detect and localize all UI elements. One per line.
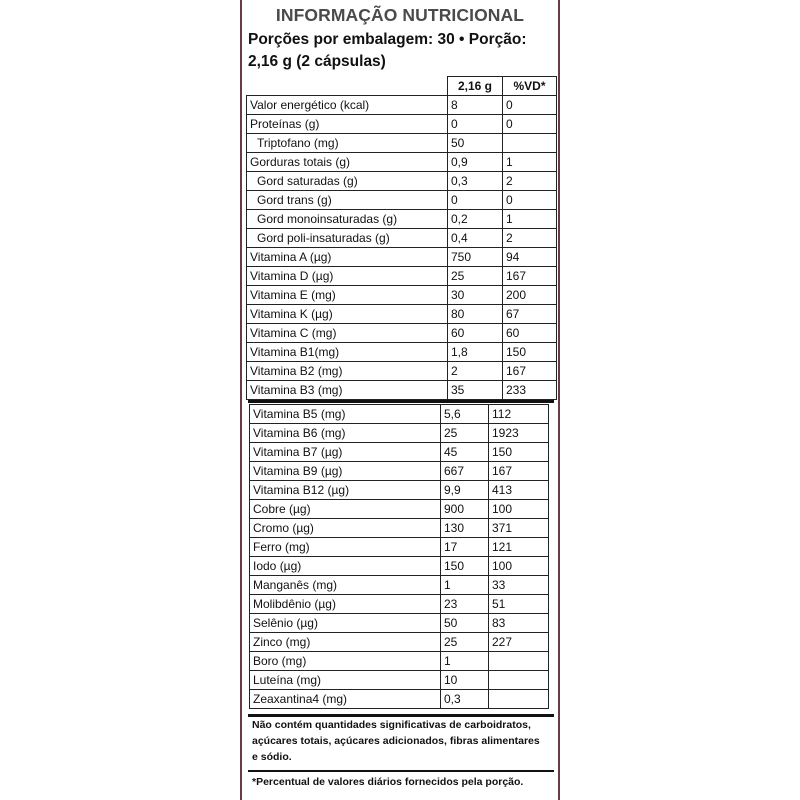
table-row	[247, 267, 557, 286]
nutrient-vd: 51	[489, 595, 549, 614]
nutrient-amount: 0,3	[441, 690, 489, 709]
nutrient-name: Vitamina B7 (µg)	[250, 443, 441, 462]
nutrient-vd: 121	[489, 538, 549, 557]
nutrient-amount: 900	[441, 500, 489, 519]
table-row	[250, 576, 549, 595]
table-row	[250, 519, 549, 538]
header-blank	[247, 77, 448, 96]
table-row	[250, 595, 549, 614]
table-row	[250, 481, 549, 500]
nutrient-name: Vitamina E (mg)	[247, 286, 448, 305]
nutrient-name: Cromo (µg)	[250, 519, 441, 538]
nutrient-vd	[503, 134, 557, 153]
nutrient-amount: 8	[448, 96, 503, 115]
nutrient-name: Vitamina B12 (µg)	[250, 481, 441, 500]
nutrient-amount: 750	[448, 248, 503, 267]
nutrient-name: Gord monoinsaturadas (g)	[247, 210, 448, 229]
table-row	[250, 500, 549, 519]
nutrient-vd: 67	[503, 305, 557, 324]
nutrient-amount: 1	[441, 576, 489, 595]
nutrient-name: Gord saturadas (g)	[247, 172, 448, 191]
nutrient-amount: 2	[448, 362, 503, 381]
footer-note-line-3: e sódio.	[252, 751, 292, 763]
nutrient-amount: 10	[441, 671, 489, 690]
nutrient-amount: 0,2	[448, 210, 503, 229]
nutrient-vd: 60	[503, 324, 557, 343]
nutrient-vd: 371	[489, 519, 549, 538]
header-amount: 2,16 g	[448, 77, 503, 96]
footer-note	[252, 717, 552, 765]
nutrient-vd: 413	[489, 481, 549, 500]
nutrient-vd	[489, 652, 549, 671]
nutrient-vd: 227	[489, 633, 549, 652]
nutrient-amount: 130	[441, 519, 489, 538]
nutrient-amount: 17	[441, 538, 489, 557]
nutrient-vd: 83	[489, 614, 549, 633]
vd-divider	[248, 770, 554, 772]
table-row	[247, 153, 557, 172]
table-row	[247, 305, 557, 324]
nutrient-name: Luteína (mg)	[250, 671, 441, 690]
nutrient-vd: 200	[503, 286, 557, 305]
header-vd: %VD*	[503, 77, 557, 96]
footer-note-line-2: açúcares totais, açúcares adicionados, fibras alimentares	[252, 735, 540, 747]
table-row	[247, 96, 557, 115]
table-row	[247, 172, 557, 191]
table-header-row	[247, 77, 557, 96]
serving-info	[248, 29, 553, 73]
table-row	[250, 424, 549, 443]
serving-line-2: 2,16 g (2 cápsulas)	[248, 53, 386, 70]
nutrient-vd: 0	[503, 115, 557, 134]
nutrient-amount: 5,6	[441, 405, 489, 424]
nutrient-amount: 667	[441, 462, 489, 481]
nutrient-amount: 50	[441, 614, 489, 633]
nutrient-name: Vitamina C (mg)	[247, 324, 448, 343]
nutrient-vd: 150	[503, 343, 557, 362]
nutrient-amount: 25	[448, 267, 503, 286]
nutrient-vd: 112	[489, 405, 549, 424]
table-row	[250, 462, 549, 481]
nutrient-name: Selênio (µg)	[250, 614, 441, 633]
footer-note-line-1: Não contém quantidades significativas de carboidratos,	[252, 719, 531, 731]
nutrient-amount: 0,3	[448, 172, 503, 191]
table-row	[250, 443, 549, 462]
nutrient-vd: 0	[503, 96, 557, 115]
nutrient-name: Vitamina B6 (mg)	[250, 424, 441, 443]
nutrient-amount: 9,9	[441, 481, 489, 500]
table-row	[250, 690, 549, 709]
table-row	[250, 405, 549, 424]
nutrient-vd: 1923	[489, 424, 549, 443]
table-row	[247, 381, 557, 400]
nutrient-name: Vitamina B1(mg)	[247, 343, 448, 362]
nutrient-vd: 33	[489, 576, 549, 595]
table-row	[250, 652, 549, 671]
table-row	[247, 134, 557, 153]
nutrient-name: Vitamina B3 (mg)	[247, 381, 448, 400]
nutrient-name: Ferro (mg)	[250, 538, 441, 557]
nutrient-name: Iodo (µg)	[250, 557, 441, 576]
nutrient-amount: 35	[448, 381, 503, 400]
label-title: INFORMAÇÃO NUTRICIONAL	[275, 5, 525, 25]
nutrient-name: Manganês (mg)	[250, 576, 441, 595]
nutrient-amount: 0	[448, 115, 503, 134]
nutrient-name: Vitamina B9 (µg)	[250, 462, 441, 481]
nutrient-vd: 94	[503, 248, 557, 267]
table-row	[250, 557, 549, 576]
nutrient-table-main	[246, 76, 557, 400]
nutrient-name: Vitamina B5 (mg)	[250, 405, 441, 424]
nutrient-vd	[489, 671, 549, 690]
nutrient-name: Gorduras totais (g)	[247, 153, 448, 172]
nutrient-table-continued	[249, 404, 549, 709]
nutrient-vd: 167	[503, 267, 557, 286]
nutrient-name: Valor energético (kcal)	[247, 96, 448, 115]
nutrient-vd: 1	[503, 210, 557, 229]
nutrient-name: Triptofano (mg)	[247, 134, 448, 153]
nutrient-vd: 233	[503, 381, 557, 400]
table-row	[247, 229, 557, 248]
serving-line-1: Porções por embalagem: 30 • Porção:	[248, 31, 527, 48]
table-row	[247, 362, 557, 381]
table-row	[250, 538, 549, 557]
nutrient-amount: 0,4	[448, 229, 503, 248]
table-row	[247, 115, 557, 134]
nutrient-vd: 167	[489, 462, 549, 481]
nutrient-amount: 80	[448, 305, 503, 324]
nutrient-amount: 25	[441, 424, 489, 443]
table-row	[247, 343, 557, 362]
nutrient-vd: 2	[503, 229, 557, 248]
nutrient-name: Vitamina B2 (mg)	[247, 362, 448, 381]
nutrient-amount: 1,8	[448, 343, 503, 362]
nutrient-name: Vitamina D (µg)	[247, 267, 448, 286]
nutrient-name: Vitamina A (µg)	[247, 248, 448, 267]
table-row	[250, 633, 549, 652]
nutrient-vd: 167	[503, 362, 557, 381]
nutrient-amount: 150	[441, 557, 489, 576]
nutrient-vd: 100	[489, 500, 549, 519]
footer-vd: *Percentual de valores diários fornecidos pela porção.	[252, 776, 524, 788]
nutrient-amount: 1	[441, 652, 489, 671]
nutrient-amount: 30	[448, 286, 503, 305]
table-row	[247, 248, 557, 267]
table-row	[250, 614, 549, 633]
table-row	[247, 210, 557, 229]
table-row	[247, 191, 557, 210]
nutrient-amount: 25	[441, 633, 489, 652]
nutrient-name: Boro (mg)	[250, 652, 441, 671]
nutrient-name: Zeaxantina4 (mg)	[250, 690, 441, 709]
nutrient-name: Molibdênio (µg)	[250, 595, 441, 614]
table-row	[247, 324, 557, 343]
nutrient-amount: 0,9	[448, 153, 503, 172]
nutrient-amount: 23	[441, 595, 489, 614]
nutrient-amount: 60	[448, 324, 503, 343]
nutrient-vd: 0	[503, 191, 557, 210]
section-divider	[248, 400, 554, 403]
nutrient-amount: 50	[448, 134, 503, 153]
nutrient-name: Proteínas (g)	[247, 115, 448, 134]
nutrient-name: Cobre (µg)	[250, 500, 441, 519]
nutrient-name: Gord poli-insaturadas (g)	[247, 229, 448, 248]
nutrient-name: Zinco (mg)	[250, 633, 441, 652]
nutrient-name: Gord trans (g)	[247, 191, 448, 210]
nutrient-vd	[489, 690, 549, 709]
nutrient-vd: 150	[489, 443, 549, 462]
nutrient-amount: 0	[448, 191, 503, 210]
table-row	[247, 286, 557, 305]
table-row	[250, 671, 549, 690]
nutrient-name: Vitamina K (µg)	[247, 305, 448, 324]
nutrient-vd: 1	[503, 153, 557, 172]
nutrient-vd: 2	[503, 172, 557, 191]
nutrient-vd: 100	[489, 557, 549, 576]
nutrient-amount: 45	[441, 443, 489, 462]
